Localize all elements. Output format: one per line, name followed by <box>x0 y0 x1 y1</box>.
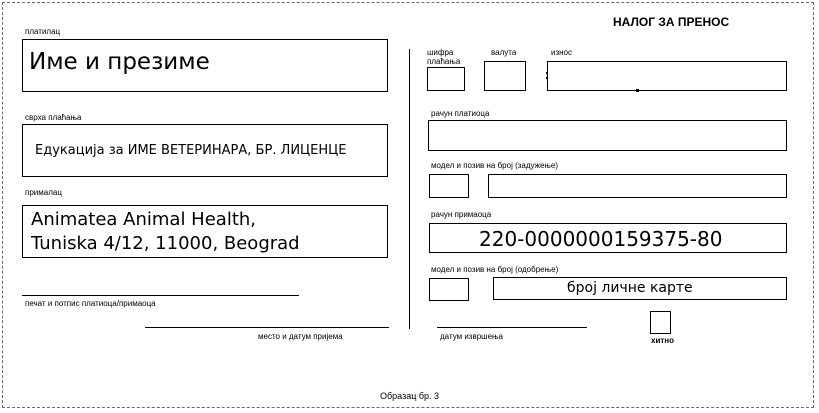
debit-model-label: модел и позив на број (задужење) <box>431 161 559 170</box>
amount-field[interactable] <box>547 61 787 91</box>
debit-model-field[interactable] <box>429 174 469 198</box>
recipient-line1: Animatea Animal Health, <box>31 209 257 230</box>
signature-line <box>22 295 299 296</box>
credit-model-label: модел и позив на број (одобрење) <box>431 265 559 274</box>
execution-date-label: датум извршења <box>440 332 503 341</box>
purpose-field[interactable] <box>22 124 388 177</box>
currency-field[interactable] <box>484 61 526 91</box>
amount-label: износ <box>551 48 573 57</box>
execution-date-line <box>437 327 587 328</box>
recipient-label: прималац <box>25 188 62 197</box>
place-date-line <box>145 327 389 328</box>
signature-label: печат и потпис платиоца/примаоца <box>25 299 156 308</box>
credit-model-field[interactable] <box>429 278 469 301</box>
purpose-label: сврха плаћања <box>25 113 82 122</box>
payer-account-field[interactable] <box>428 120 787 151</box>
form-footer: Образац бр. 3 <box>380 391 440 401</box>
payer-field[interactable] <box>22 39 388 92</box>
recipient-field[interactable] <box>22 205 388 258</box>
currency-label: валута <box>491 48 517 57</box>
payment-code-label-2: плаћања <box>427 57 461 66</box>
urgent-label: хитно <box>651 336 675 345</box>
payment-code-label: шифра <box>427 48 454 57</box>
amount-dot <box>636 89 639 92</box>
form-title: НАЛОГ ЗА ПРЕНОС <box>613 15 730 29</box>
column-divider <box>409 49 410 329</box>
purpose-value: Едукација за ИМЕ ВЕТЕРИНАРА, БР. ЛИЦЕНЦЕ <box>35 143 347 158</box>
credit-reference-field[interactable] <box>493 277 787 300</box>
amount-dot <box>546 77 548 79</box>
payer-label: платилац <box>25 27 61 36</box>
recipient-line2: Tuniska 4/12, 11000, Beograd <box>31 233 300 254</box>
place-date-label: место и датум пријема <box>258 332 343 341</box>
recipient-account-label: рачун примаоца <box>431 210 492 219</box>
payment-code-field[interactable] <box>427 67 465 91</box>
credit-reference-value: број личне карте <box>567 280 693 296</box>
recipient-account-value: 220-0000000159375-80 <box>479 227 723 251</box>
recipient-account-field[interactable] <box>429 223 787 253</box>
debit-reference-field[interactable] <box>488 174 787 198</box>
payment-order-form <box>2 2 814 408</box>
amount-dot <box>546 72 548 74</box>
urgent-checkbox[interactable] <box>650 311 671 334</box>
payer-account-label: рачун платиоца <box>431 109 490 118</box>
payer-value: Име и презиме <box>29 49 210 75</box>
